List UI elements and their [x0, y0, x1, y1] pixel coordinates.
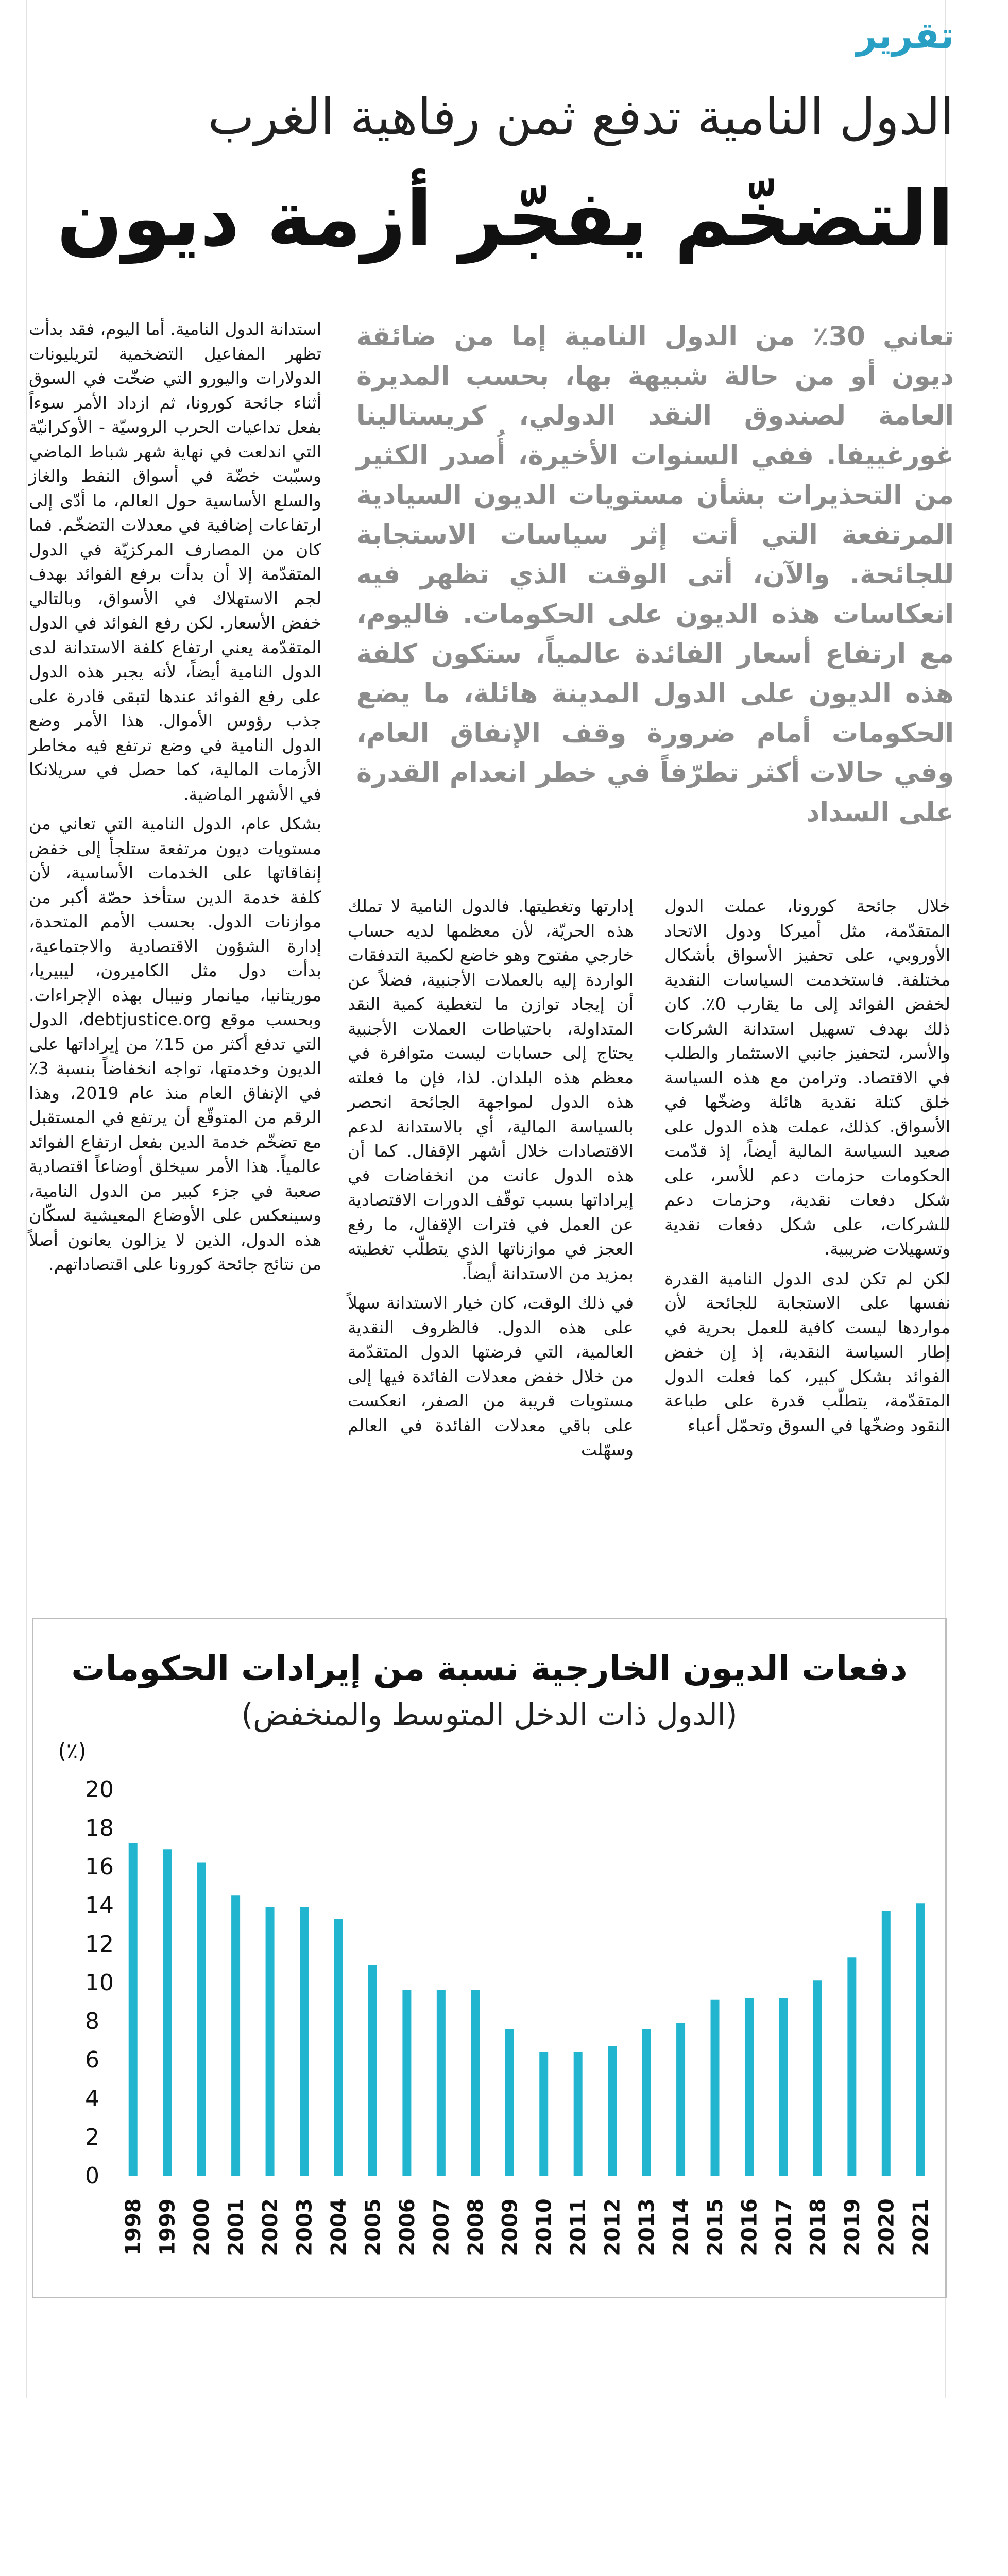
x-tick-label: 2021 — [909, 2198, 933, 2256]
bar-2012 — [608, 2046, 617, 2176]
section-tag: تقرير — [856, 14, 954, 57]
chart-subtitle: (الدول ذات الدخل المتوسط والمنخفض) — [241, 1697, 738, 1732]
y-axis-unit-label: (٪) — [58, 1738, 87, 1764]
y-tick-label: 4 — [85, 2086, 99, 2112]
debt-payments-bar-chart — [33, 1619, 945, 2297]
x-tick-label: 2013 — [635, 2198, 659, 2256]
body-paragraph: خلال جائحة كورونا، عملت الدول المتقدّمة، مثل أميركا ودول الاتحاد الأوروبي، على تحفيز الأسواق بأشكال مختلفة. فاستخدمت السياسات النقدية لخفض الفوائد إلى ما يقارب 0٪. كان ذلك بهدف تسهيل استدانة الشركات والأسر، لتحفيز جانبي الاستثمار والطلب في الاقتصاد. وترامن مع هذه السياسة خلق كتلة نقدية هائلة وضخّها في الأسواق. كذلك، عملت هذه الدول على صعيد السياسة المالية أيضاً، إذ قدّمت الحكومات حزمات دعم للأسر، على شكل دفعات نقدية، وحزمات دعم للشركات، على شكل دفعات نقدية وتسهيلات ضريبية. — [664, 896, 950, 1259]
body-paragraph: في ذلك الوقت، كان خيار الاستدانة سهلاً على هذه الدول. فالظروف النقدية العالمية، التي فرضتها الدول المتقدّمة من خلال خفض معدلات الفائدة فيها إلى مستويات قريبة من الصفر، انعكست على باقي معدلات الفائدة في العالم وسهّلت — [348, 1293, 634, 1460]
bar-2014 — [676, 2023, 685, 2176]
bar-2008 — [471, 1990, 480, 2176]
y-tick-label: 10 — [85, 1970, 114, 1996]
bar-2010 — [539, 2052, 548, 2176]
x-tick-label: 2019 — [840, 2198, 864, 2256]
x-tick-label: 2017 — [772, 2198, 796, 2256]
bar-2015 — [711, 2000, 720, 2176]
chart-title: دفعات الديون الخارجية نسبة من إيرادات الحكومات — [71, 1649, 908, 1688]
x-tick-label: 2012 — [601, 2198, 625, 2256]
body-paragraph: إدارتها وتغطيتها. فالدول النامية لا تملك هذه الحريّة، لأن معظمها لديه حساب خارجي مفتوح وهو خاضع لكمية التدفقات الواردة إليه بالعملات الأجنبية، فضلاً عن أن إيجاد توازن ما لتغطية كمية النقد المتداولة، باحتياطات العملات الأجنبية يحتاج إلى حسابات ليست متوافرة في معظم هذه البلدان. لذا، فإن ما فعلته هذه الدول لمواجهة الجائحة انحصر بالسياسة المالية، أي بالاستدانة لدعم الاقتصادات خلال أشهر الإقفال. كما أن هذه الدول عانت من انخفاضات في إيراداتها بسبب توقّف الدورات الاقتصادية عن العمل في فترات الإقفال، ما رفع العجز في موازناتها الذي يتطلّب تغطيته بمزيد من الاستدانة أيضاً. — [348, 896, 634, 1283]
x-tick-label: 2000 — [190, 2198, 214, 2256]
bar-2011 — [574, 2052, 583, 2176]
bar-1999 — [163, 1849, 172, 2176]
x-tick-label: 2006 — [395, 2198, 419, 2256]
bar-2007 — [437, 1990, 446, 2176]
bar-2021 — [916, 1903, 925, 2176]
y-tick-label: 8 — [85, 2008, 99, 2035]
x-tick-label: 2011 — [567, 2198, 591, 2256]
body-paragraph: بشكل عام، الدول النامية التي تعاني من مستويات ديون مرتفعة ستلجأ إلى خفض إنفاقاتها على الخدمات الأساسية، لأن كلفة خدمة الدين ستأخذ حصّة أكبر من موازنات الدول. بحسب الأمم المتحدة، إدارة الشؤون الاقتصادية والاجتماعية، بدأت دول مثل الكاميرون، ليبيريا، موريتانيا، ميانمار ونيبال بهذه الإجراءات. وبحسب موقع debtjustice.org، الدول التي تدفع أكثر من 15٪ من إيراداتها على الديون وخدمتها، تواجه انخفاضاً بنسبة 3٪ في الإنفاق العام منذ عام 2019، وهذا الرقم من المتوقّع أن يرتفع في المستقبل مع تضخّم خدمة الدين بفعل ارتفاع الفوائد عالمياً. هذا الأمر سيخلق أوضاعاً اقتصادية صعبة في جزء كبير من الدول النامية، وسينعكس على الأوضاع المعيشية لسكّان هذه الدول، الذين لا يزالون يعانون أصلاً من نتائج جائحة كورونا على اقتصاداتهم. — [29, 814, 321, 1274]
bar-1998 — [129, 1843, 138, 2176]
y-tick-label: 14 — [85, 1892, 114, 1919]
x-tick-label: 1999 — [156, 2198, 180, 2256]
bar-2019 — [847, 1957, 856, 2176]
x-tick-label: 2002 — [259, 2198, 283, 2256]
y-tick-label: 6 — [85, 2047, 99, 2073]
body-column-right — [664, 894, 950, 1435]
bar-2013 — [642, 2029, 651, 2176]
y-tick-label: 0 — [85, 2163, 99, 2189]
x-tick-label: 2014 — [669, 2198, 693, 2256]
x-tick-label: 2005 — [361, 2198, 385, 2256]
y-tick-label: 2 — [85, 2124, 99, 2150]
x-tick-label: 2009 — [498, 2198, 522, 2256]
x-tick-label: 2010 — [532, 2198, 556, 2256]
x-tick-label: 2020 — [875, 2198, 899, 2256]
article-subtitle: الدول النامية تدفع ثمن رفاهية الغرب — [208, 88, 954, 146]
x-tick-label: 2004 — [327, 2198, 351, 2256]
x-tick-label: 2016 — [738, 2198, 762, 2256]
y-tick-label: 18 — [85, 1815, 114, 1841]
y-tick-label: 20 — [85, 1776, 114, 1803]
bar-2006 — [402, 1990, 411, 2176]
x-tick-label: 1998 — [122, 2198, 146, 2256]
body-column-left — [29, 317, 321, 1274]
body-paragraph: لكن لم تكن لدى الدول النامية القدرة نفسها على الاستجابة للجائحة لأن مواردها ليست كافية للعمل بحرية في إطار السياسة النقدية، إذ إن خفض الفوائد بشكل كبير، كما فعلت الدول المتقدّمة، يتطلّب قدرة على طباعة النقود وضخّها في السوق وتحمّل أعباء — [664, 1268, 950, 1435]
bar-2000 — [197, 1863, 206, 2176]
bar-2003 — [300, 1907, 309, 2176]
article-headline: التضخّم يفجّر أزمة ديون — [57, 174, 954, 264]
bar-2016 — [745, 1998, 754, 2176]
body-column-middle — [348, 894, 634, 1460]
chart-panel — [32, 1618, 947, 2298]
bar-2002 — [266, 1907, 275, 2176]
x-tick-label: 2007 — [430, 2198, 454, 2256]
x-tick-label: 2003 — [293, 2198, 317, 2256]
bar-2001 — [231, 1895, 240, 2176]
bar-2017 — [779, 1998, 788, 2176]
x-tick-label: 2001 — [224, 2198, 248, 2256]
bar-2020 — [882, 1911, 891, 2176]
x-tick-label: 2015 — [704, 2198, 728, 2256]
bar-2018 — [813, 1980, 822, 2176]
bar-2005 — [368, 1965, 377, 2176]
x-tick-label: 2008 — [464, 2198, 488, 2256]
x-tick-label: 2018 — [806, 2198, 830, 2256]
y-tick-label: 12 — [85, 1931, 114, 1957]
body-paragraph: استدانة الدول النامية. أما اليوم، فقد بدأت تظهر المفاعيل التضخمية لتريليونات الدولارات واليورو التي ضخّت في السوق أثناء جائحة كورونا، ثم ازداد الأمر سوءاً بفعل تداعيات الحرب الروسيّة - الأوكرانيّة التي اندلعت في نهاية شهر شباط الماضي وسبّبت خضّة في أسواق النفط والغاز والسلع الأساسية حول العالم، ما أدّى إلى ارتفاعات إضافية في معدلات التضخّم. فما كان من المصارف المركزيّة في الدول المتقدّمة إلا أن بدأت برفع الفوائد بهدف لجم الاستهلاك في الأسواق، وبالتالي خفض الأسعار. لكن رفع الفوائد في الدول المتقدّمة يعني ارتفاع كلفة الاستدانة لدى الدول النامية أيضاً، لأنه يجبر هذه الدول على رفع الفوائد عندها لتبقى قادرة على جذب رؤوس الأموال. هذا الأمر وضع الدول النامية في وضع ترتفع فيه مخاطر الأزمات المالية، كما حصل في سريلانكا في الأشهر الماضية. — [29, 319, 321, 804]
bar-2009 — [505, 2029, 514, 2176]
page-border-left — [26, 0, 27, 2398]
article-lead: تعاني 30٪ من الدول النامية إما من ضائقة ديون أو من حالة شبيهة بها، بحسب المديرة العامة لصندوق النقد الدولي، كريستالينا غورغييفا. ففي السنوات الأخيرة، أُصدر الكثير من التحذيرات بشأن مستويات الديون السيادية المرتفعة التي أتت إثر سياسات الاستجابة للجائحة. والآن، أتى الوقت الذي تظهر فيه انعكاسات هذه الديون على الحكومات. فاليوم، مع ارتفاع أسعار الفائدة عالمياً، ستكون كلفة هذه الديون على الدول المدينة هائلة، ما يضع الحكومات أمام ضرورة وقف الإنفاق العام، وفي حالات أكثر تطرّفاً في خطر انعدام القدرة على السداد — [356, 321, 954, 828]
y-tick-label: 16 — [85, 1854, 114, 1880]
bar-2004 — [334, 1919, 343, 2176]
